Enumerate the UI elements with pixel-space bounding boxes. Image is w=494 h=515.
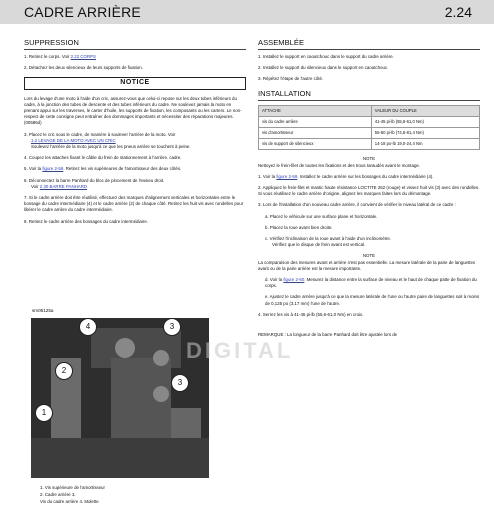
note2-text: La comparaison des mesures avant et arrière n'est pas essentielle. La mesure latérale de la paire de languettes avant ou de la paire arrière est la mesure importante. [258,259,476,271]
remark: REMARQUE : La longueur de la barre Panhard doit être ajustée lors de [258,332,398,338]
step-1: 1. Retirez le corps. Voir 2.22 CORPS [24,54,96,59]
section-heading-installation: INSTALLATION [258,88,311,98]
install-step-1: 1. Voir la figure 2-59. Installez le cadre arrière sur les bossages du cadre intermédiaire (4). [258,173,434,179]
install-step-3: 3. Lors de l'installation d'un nouveau cadre arrière, il convient de vérifier le niveau latéral de ce cadre : [258,202,456,208]
step-4: 4. Coupez les attaches fixant le câble du frein de stationnement à l'arrière. cadre. [24,155,182,161]
step-6: 6. Déconnectez la barre Panhard du bloc de pincement de l'essieu droit. Voir 2.30 BARRE PANHARD [24,177,165,189]
install-step-4: 4. Serrez les vis à 41-45 pi-lb (55,6-61,0 Nm) en croix. [258,311,364,317]
watermark: DIGITAL [186,338,294,363]
callout-3: 3 [163,318,181,336]
assembly-step-3: 3. Répétez l'étape de l'autre côté. [258,76,324,82]
assembly-step-1: 1. Installez le support en caoutchouc dans le support du cadre arrière. [258,54,394,59]
left-column [24,38,246,230]
link-levage[interactable]: 1.2 LEVAGE DE LA MOTO AVEC UN CRIC [31,137,116,143]
table-row: vis du cadre arrière 41-45 pi-lb (55,6-61,0 Nm) [259,116,480,127]
install-step-3d: d. Voir la figure 2-60. Mesurez la distance entre la surface de niveau et le haut de chaque patte de fixation du corps. [265,277,477,289]
callout-3b: 3 [171,374,189,392]
step-5: 5. Voir la figure 2-59. Retirez les vis supérieures de l'amortisseur des deux côtés. [24,166,182,172]
step-2: 2. Détachez les deux silencieux de leurs supports de fixation. [24,65,143,71]
divider [258,49,480,50]
section-heading-assembly: ASSEMBLÉE [258,38,305,47]
install-step-3b: b. Placez la roue avant bien droite. [265,224,333,230]
table-row: vis d'amortisseur 55-60 pi-lb (74,6-81,4 Nm) [259,128,480,139]
section-heading-removal: SUPPRESSION [24,38,79,47]
torque-table [258,105,480,151]
divider [24,49,246,50]
divider [258,100,480,101]
step-3: 3. Placez le cric sous le cadre, de manière à soulever l'arrière de la moto. Voir 1.2 LEVAGE DE LA MOTO AVEC UN CRIC Soulevez l'arrière de la moto jusqu'à ce que les pneus arrière se touchent à peine. [24,131,191,150]
install-step-3e: e. Ajustez le cadre arrière jusqu'à ce que la mesure latérale de l'une ou l'autre paire de languettes soit à moins de 0,125 po (3,17 mm) l'une de l'autre. [265,294,480,306]
table-header: ATTACHE [259,105,372,116]
right-column [258,38,480,343]
callout-2: 2 [55,362,73,380]
note2-heading: NOTE [362,253,376,259]
link-figure-2-60[interactable]: figure 2-60 [283,277,305,283]
callout-1: 1 [35,404,53,422]
figure-label: sm06125a [32,308,54,313]
table-header: VALEUR DU COUPLE [371,105,479,116]
link-corps[interactable]: 2.22 CORPS [70,54,96,59]
figure-captions: 1. Vis supérieure de l'amortisseur 2. Cadre arrière 3. Vis du cadre arrière 4. Molette [40,485,105,504]
note-text: Nettoyez le frein-filet de toutes les fixations et des trous taraudés avant le montage. [258,162,421,168]
install-step-2: 2. Appliquez le frein-filet et mastic haute résistance LOCTITE 262 (rouge) et vissez huit vis (3) avec des rondelles. Si vous réutilisez le cadre arrière d'origine, alignez les marques faites lors du démontage. [258,185,480,197]
table-row: vis de support de silencieux 14-18 po-lb 19,0-24,4 Nm [259,139,480,150]
page-title: CADRE ARRIÈRE [24,4,141,20]
rear-frame-photo [31,318,209,478]
page-header [0,0,494,24]
install-step-3a: a. Placez le véhicule sur une surface plane et horizontale. [265,213,378,219]
link-figure-2-59-b[interactable]: figure 2-59 [276,173,298,179]
link-figure-2-59[interactable]: figure 2-59 [42,166,64,172]
link-panhard[interactable]: 2.30 BARRE PANHARD [39,183,88,189]
figure-photo [31,318,209,478]
note-heading: NOTE [362,156,376,162]
callout-4: 4 [79,318,97,336]
notice-box: NOTICE [24,77,246,89]
step-7: 7. Si le cadre arrière doit être réutilisé, effectuez des marques d'alignement verticales et horizontales entre le bossage du cadre intermédiaire (4) et le cadre arrière (2) de chaque côté. Retirez les huit vis avec rondelles pour libérer le cadre arrière du cadre intermédiaire. [24,195,244,213]
page-number: 2.24 [444,4,472,20]
step-8: 8. Retirez le cadre arrière des bossages du cadre intermédiaire. [24,218,148,224]
assembly-step-2: 2. Installez le support du silencieux dans le support en caoutchouc. [258,65,389,71]
notice-text: Lors du levage d'une moto à l'aide d'un cric, assurez-vous que celui-ci repose sur les deux tubes inférieurs du cadre, à la jonction des tubes de descente et des tubes inférieurs du cadre. Ne soulevez jamais la moto en prenant appui sur les traverses, le carter d'huile, les supports de fixation, les composants ou les carters. Le non-respect de cette consigne peut entraîner des dommages importants et nécessiter des réparations majeures. (00586d) [24,95,242,126]
install-step-3c: c. Vérifiez l'inclinaison de la roue avant à l'aide d'un inclinomètre. Vérifiez que le disque de frein avant est vertical. [265,236,392,248]
